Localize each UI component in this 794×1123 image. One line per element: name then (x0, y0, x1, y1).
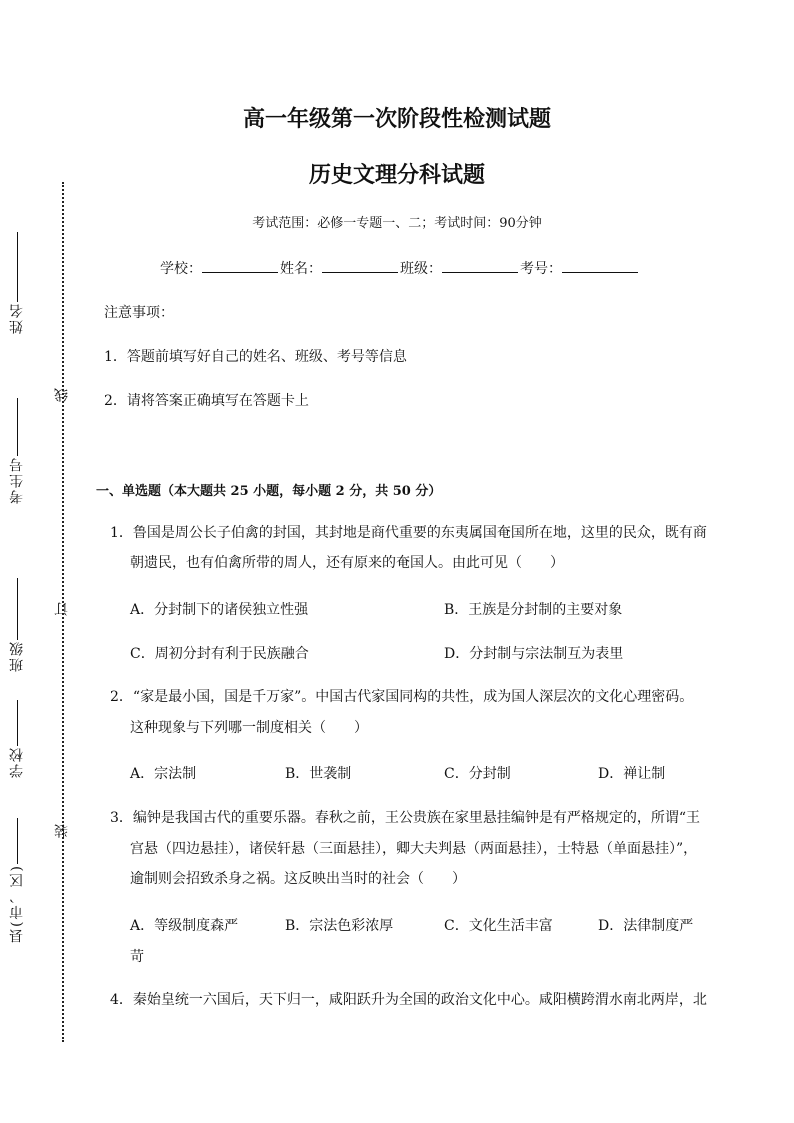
question-4-line: 4．秦始皇统一六国后，天下归一，咸阳跃升为全国的政治文化中心。咸阳横跨渭水南北两岸，北 (110, 992, 707, 1008)
question-1-line: 朝遗民，也有伯禽所带的周人，还有原来的奄国人。由此可见（ ） (130, 555, 564, 571)
question-2-option-d: D．禅让制 (598, 766, 666, 782)
question-2-option-c: C．分封制 (444, 766, 511, 782)
question-1-option-a: A．分封制下的诸侯独立性强 (130, 602, 309, 618)
question-3-option-b: B．宗法色彩浓厚 (285, 918, 394, 934)
question-3-option-d: D．法律制度严 (598, 918, 694, 934)
exam-no-blank[interactable] (562, 258, 638, 273)
binding-field-county (6, 818, 28, 943)
question-3-line: 3．编钟是我国古代的重要乐器。春秋之前，王公贵族在家里悬挂编钟是有严格规定的，所谓“王 (110, 810, 701, 826)
binding-field-name (6, 232, 28, 334)
question-2-option-a: A．宗法制 (130, 766, 197, 782)
student-info-row (160, 258, 640, 278)
binding-field-school (6, 700, 28, 778)
name-label: 姓名： (280, 261, 322, 277)
question-3-line: 逾制则会招致杀身之祸。这反映出当时的社会（ ） (130, 871, 466, 887)
notes-heading: 注意事项： (104, 305, 174, 321)
question-2-option-b: B．世袭制 (285, 766, 352, 782)
name-blank[interactable] (322, 258, 398, 273)
exam-subtitle: 历史文理分科试题 (308, 162, 485, 188)
school-label: 学校： (160, 261, 202, 277)
section-title: 一、单选题（本大题共 25 小题，每小题 2 分，共 50 分） (96, 484, 442, 499)
binding-label-name: 姓名 (9, 302, 25, 334)
class-label: 班级： (400, 261, 442, 277)
binding-label-class: 班级 (9, 640, 25, 672)
question-2-line: 2．“家是最小国，国是千万家”。中国古代家国同构的共性，成为国人深层次的文化心理密码。 (110, 689, 694, 705)
question-1-option-d: D．分封制与宗法制互为表里 (444, 646, 624, 662)
question-3-option-d-tail: 苛 (130, 949, 144, 965)
binding-label-county: 县(市、区) (9, 864, 25, 943)
question-3-option-a: A．等级制度森严 (130, 918, 239, 934)
exam-scope: 考试范围：必修一专题一、二；考试时间：90分钟 (252, 216, 542, 231)
seal-pack: 装 (54, 822, 70, 838)
seal-bind: 订 (54, 600, 70, 616)
binding-label-student-no: 考生号 (9, 456, 25, 504)
binding-field-student-no (6, 398, 28, 504)
exam-no-label: 考号： (520, 261, 562, 277)
question-1-option-b: B．王族是分封制的主要对象 (444, 602, 623, 618)
school-blank[interactable] (202, 258, 278, 273)
seal-line: 线 (54, 386, 70, 402)
question-3-option-c: C．文化生活丰富 (444, 918, 553, 934)
binding-label-school: 学校 (9, 746, 25, 778)
note-item: 2．请将答案正确填写在答题卡上 (104, 393, 309, 409)
note-item: 1．答题前填写好自己的姓名、班级、考号等信息 (104, 349, 407, 365)
question-1-option-c: C．周初分封有利于民族融合 (130, 646, 309, 662)
question-3-line: 宫悬（四边悬挂），诸侯轩悬（三面悬挂），卿大夫判悬（两面悬挂），士特悬（单面悬挂）”， (130, 841, 698, 857)
binding-field-class (6, 578, 28, 672)
question-1-line: 1．鲁国是周公长子伯禽的封国，其封地是商代重要的东夷属国奄国所在地，这里的民众，既有商 (110, 525, 707, 541)
exam-title: 高一年级第一次阶段性检测试题 (242, 106, 551, 132)
class-blank[interactable] (442, 258, 518, 273)
question-2-line: 这种现象与下列哪一制度相关（ ） (130, 720, 368, 736)
